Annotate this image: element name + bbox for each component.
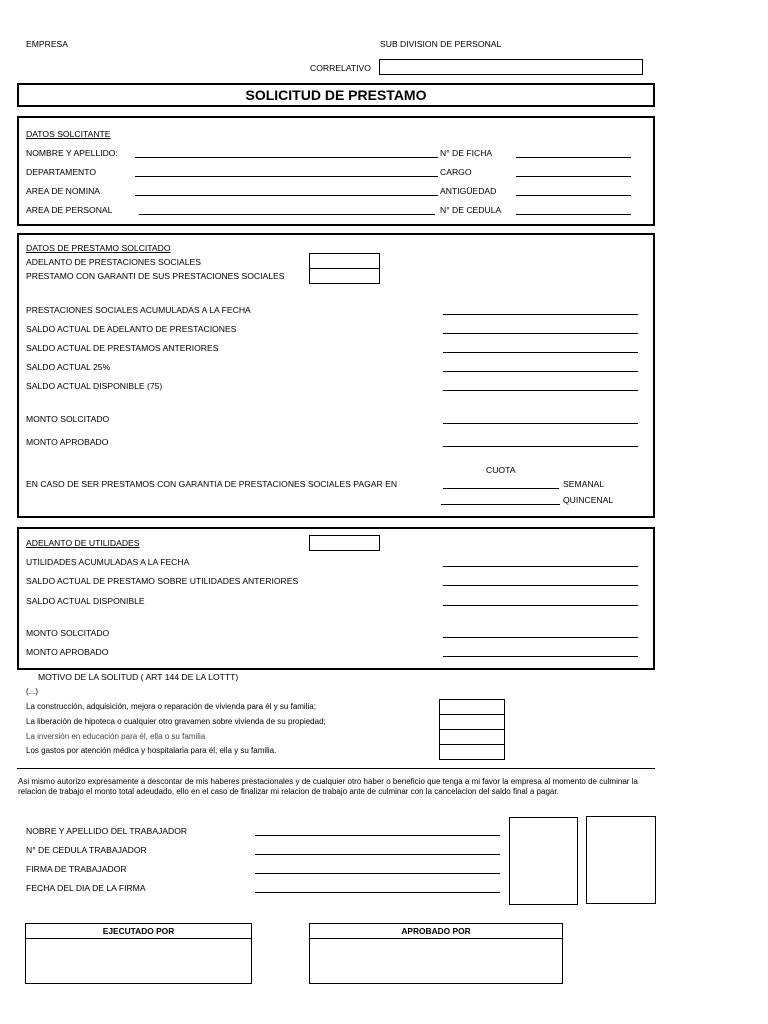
trabajador-cedula-label: N° DE CEDULA TRABAJADOR: [26, 845, 147, 855]
motivo-medicos-checkbox[interactable]: [439, 744, 505, 760]
utilidades-acumuladas-label: UTILIDADES ACUMULADAS A LA FECHA: [26, 557, 190, 567]
ejecutado-box[interactable]: [25, 923, 252, 984]
huella-box-left[interactable]: [509, 817, 578, 905]
autorizacion-text: Asi mismo autorizo expresamente a descontar de mis haberes prestacionales y de cualquier otro haber o beneficio que tenga a mi favor la empresa al momento de culminar la relacion de trabajo el monto total adeudado, ello en el caso de finalizar mi relacion de trabajo ante de culminar con la cancelacion del saldo final a pagar.: [18, 777, 638, 796]
ficha-field[interactable]: [516, 157, 631, 158]
subdivision-label: SUB DIVISION DE PERSONAL: [380, 39, 502, 49]
cedula-label: N° DE CEDULA: [440, 205, 502, 215]
saldo-adelanto-label: SALDO ACTUAL DE ADELANTO DE PRESTACIONES: [26, 324, 237, 334]
utilidades-heading: ADELANTO DE UTILIDADES: [26, 538, 140, 548]
antiguedad-label: ANTIGÜEDAD: [440, 186, 497, 196]
area-personal-label: AREA DE PERSONAL: [26, 205, 113, 215]
departamento-label: DEPARTAMENTO: [26, 167, 97, 177]
utilidades-monto-solicitado-label: MONTO SOLCITADO: [26, 628, 110, 638]
ficha-label: N° DE FICHA: [440, 148, 493, 158]
solicitante-section: [17, 116, 655, 226]
aprobado-box[interactable]: [309, 923, 563, 984]
motivo-educacion-checkbox[interactable]: [439, 729, 505, 745]
saldo-disponible-utilidades-label: SALDO ACTUAL DISPONIBLE: [26, 596, 145, 606]
motivo-hipoteca-checkbox[interactable]: [439, 714, 505, 730]
cargo-field[interactable]: [516, 176, 631, 177]
nombre-field[interactable]: [135, 157, 438, 158]
trabajador-fecha-label: FECHA DEL DIA DE LA FIRMA: [26, 883, 146, 893]
saldo-25-label: SALDO ACTUAL 25%: [26, 362, 111, 372]
utilidades-monto-aprobado-label: MONTO APROBADO: [26, 647, 109, 657]
monto-solicitado-label: MONTO SOLCITADO: [26, 414, 110, 424]
utilidades-monto-aprobado-field[interactable]: [443, 656, 638, 657]
motivo-item-medicos: Los gastos por atención médica y hospitalaria para él, ella y su familia.: [26, 746, 277, 755]
area-nomina-label: AREA DE NOMINA: [26, 186, 101, 196]
form-title: SOLICITUD DE PRESTAMO: [17, 83, 655, 107]
garantia-text: EN CASO DE SER PRESTAMOS CON GARANTIA DE PRESTACIONES SOCIALES PAGAR EN: [26, 479, 398, 489]
motivo-vivienda-checkbox[interactable]: [439, 699, 505, 715]
monto-aprobado-field[interactable]: [443, 446, 638, 447]
trabajador-cedula-field[interactable]: [255, 854, 500, 855]
huella-box-right[interactable]: [586, 816, 656, 904]
saldo-prestamos-field[interactable]: [443, 352, 638, 353]
semanal-label: SEMANAL: [563, 479, 605, 489]
motivo-heading: MOTIVO DE LA SOLITUD ( ART 144 DE LA LOTTT): [38, 672, 239, 682]
utilidades-acumuladas-field[interactable]: [443, 566, 638, 567]
saldo-25-field[interactable]: [443, 371, 638, 372]
trabajador-firma-field[interactable]: [255, 873, 500, 874]
motivo-item-vivienda: La construcción, adquisición, mejora o reparación de vivienda para él y su familia;: [26, 702, 316, 711]
saldo-prestamos-label: SALDO ACTUAL DE PRESTAMOS ANTERIORES: [26, 343, 219, 353]
area-personal-field[interactable]: [139, 214, 435, 215]
trabajador-firma-label: FIRMA DE TRABAJADOR: [26, 864, 127, 874]
area-nomina-field[interactable]: [135, 195, 438, 196]
empresa-label: EMPRESA: [26, 39, 69, 49]
motivo-item-educacion: La inversión en educación para él, ella o su familia: [26, 732, 206, 741]
trabajador-nombre-field[interactable]: [255, 835, 500, 836]
nombre-label: NOMBRE Y APELLIDO:: [26, 148, 118, 158]
correlativo-label: CORRELATIVO: [310, 63, 371, 73]
antiguedad-field[interactable]: [516, 195, 631, 196]
quincenal-field[interactable]: [441, 504, 560, 505]
solicitante-heading: DATOS SOLCITANTE: [26, 129, 111, 139]
saldo-utilidades-label: SALDO ACTUAL DE PRESTAMO SOBRE UTILIDADES ANTERIORES: [26, 576, 299, 586]
aprobado-header: APROBADO POR: [310, 924, 562, 939]
cedula-field[interactable]: [516, 214, 631, 215]
semanal-field[interactable]: [443, 488, 559, 489]
section-divider: [17, 768, 655, 769]
adelanto-prestaciones-label: ADELANTO DE PRESTACIONES SOCIALES: [26, 257, 201, 267]
prestamo-garantia-checkbox[interactable]: [309, 268, 380, 284]
prestaciones-acumuladas-label: PRESTACIONES SOCIALES ACUMULADAS A LA FECHA: [26, 305, 251, 315]
monto-aprobado-label: MONTO APROBADO: [26, 437, 109, 447]
adelanto-prestaciones-checkbox[interactable]: [309, 253, 380, 269]
utilidades-checkbox[interactable]: [309, 535, 380, 551]
trabajador-fecha-field[interactable]: [255, 892, 500, 893]
prestamo-heading: DATOS DE PRESTAMO SOLCITADO: [26, 243, 171, 253]
saldo-utilidades-field[interactable]: [443, 585, 638, 586]
trabajador-nombre-label: NOBRE Y APELLIDO DEL TRABAJADOR: [26, 826, 188, 836]
quincenal-label: QUINCENAL: [563, 495, 614, 505]
departamento-field[interactable]: [135, 176, 438, 177]
saldo-disponible-label: SALDO ACTUAL DISPONIBLE (75): [26, 381, 163, 391]
prestaciones-acumuladas-field[interactable]: [443, 314, 638, 315]
saldo-disponible-field[interactable]: [443, 390, 638, 391]
prestamo-garantia-label: PRESTAMO CON GARANTI DE SUS PRESTACIONES SOCIALES: [26, 271, 285, 281]
motivo-item-hipoteca: La liberación de hipoteca o cualquier otro gravamen sobre vivienda de su propiedad;: [26, 717, 326, 726]
saldo-disponible-utilidades-field[interactable]: [443, 605, 638, 606]
cargo-label: CARGO: [440, 167, 472, 177]
motivo-ellipsis: (...): [26, 687, 38, 696]
ejecutado-header: EJECUTADO POR: [26, 924, 251, 939]
saldo-adelanto-field[interactable]: [443, 333, 638, 334]
correlativo-field[interactable]: [379, 59, 643, 75]
utilidades-monto-solicitado-field[interactable]: [443, 637, 638, 638]
cuota-label: CUOTA: [486, 465, 516, 475]
monto-solicitado-field[interactable]: [443, 423, 638, 424]
